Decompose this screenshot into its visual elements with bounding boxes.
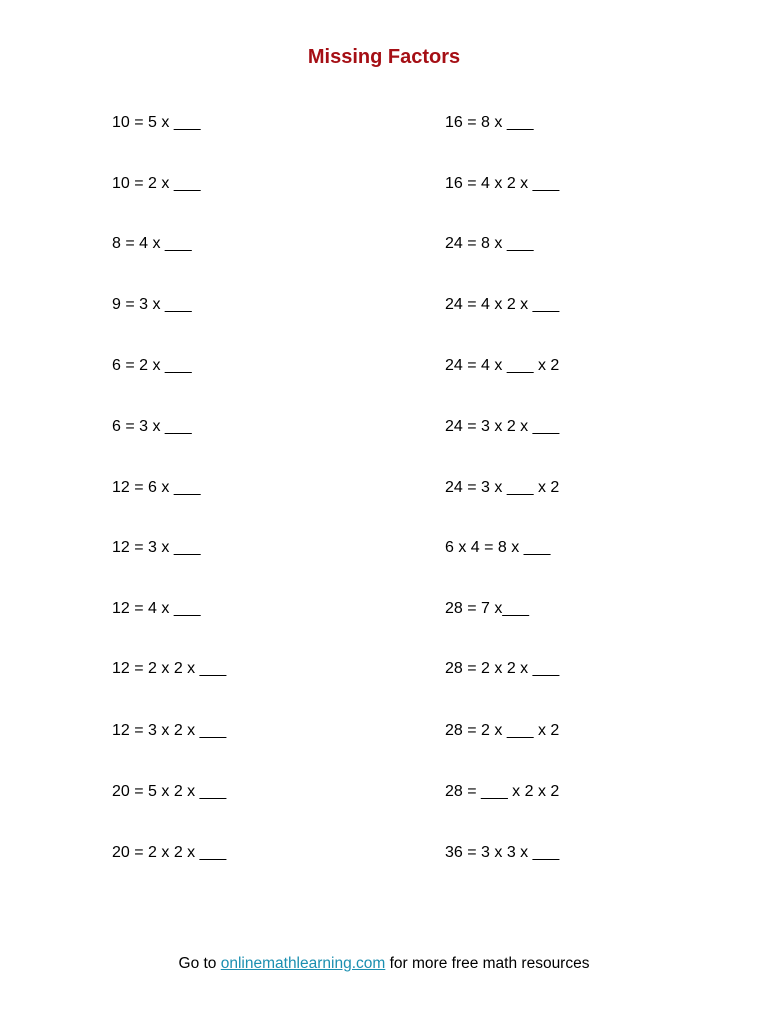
footer-suffix: for more free math resources <box>385 955 590 972</box>
problem-item: 10 = 5 x ___ <box>112 114 201 131</box>
problem-item: 24 = 3 x ___ x 2 <box>445 479 560 496</box>
problem-item: 9 = 3 x ___ <box>112 296 192 313</box>
problem-item: 24 = 4 x 2 x ___ <box>445 296 560 313</box>
problem-item: 20 = 5 x 2 x ___ <box>112 783 227 800</box>
problem-item: 12 = 3 x 2 x ___ <box>112 722 227 739</box>
problem-item: 16 = 8 x ___ <box>445 114 534 131</box>
problem-item: 24 = 8 x ___ <box>445 235 534 252</box>
problem-item: 8 = 4 x ___ <box>112 235 192 252</box>
problem-item: 12 = 3 x ___ <box>112 539 201 556</box>
problem-item: 36 = 3 x 3 x ___ <box>445 844 560 861</box>
problem-item: 28 = 7 x___ <box>445 600 530 617</box>
page-title: Missing Factors <box>307 46 461 68</box>
problem-item: 20 = 2 x 2 x ___ <box>112 844 227 861</box>
footer-prefix: Go to <box>178 955 221 972</box>
problem-item: 12 = 6 x ___ <box>112 479 201 496</box>
problem-item: 12 = 4 x ___ <box>112 600 201 617</box>
problem-item: 10 = 2 x ___ <box>112 175 201 192</box>
problem-item: 28 = 2 x ___ x 2 <box>445 722 560 739</box>
website-link[interactable]: onlinemathlearning.com <box>220 955 386 972</box>
problem-item: 6 x 4 = 8 x ___ <box>445 539 551 556</box>
problem-item: 24 = 3 x 2 x ___ <box>445 418 560 435</box>
problem-item: 6 = 2 x ___ <box>112 357 192 374</box>
problem-item: 24 = 4 x ___ x 2 <box>445 357 560 374</box>
problem-item: 28 = ___ x 2 x 2 <box>445 783 560 800</box>
problem-item: 12 = 2 x 2 x ___ <box>112 660 227 677</box>
problem-item: 6 = 3 x ___ <box>112 418 192 435</box>
problem-item: 16 = 4 x 2 x ___ <box>445 175 560 192</box>
footer-note <box>0 954 768 974</box>
problem-item: 28 = 2 x 2 x ___ <box>445 660 560 677</box>
